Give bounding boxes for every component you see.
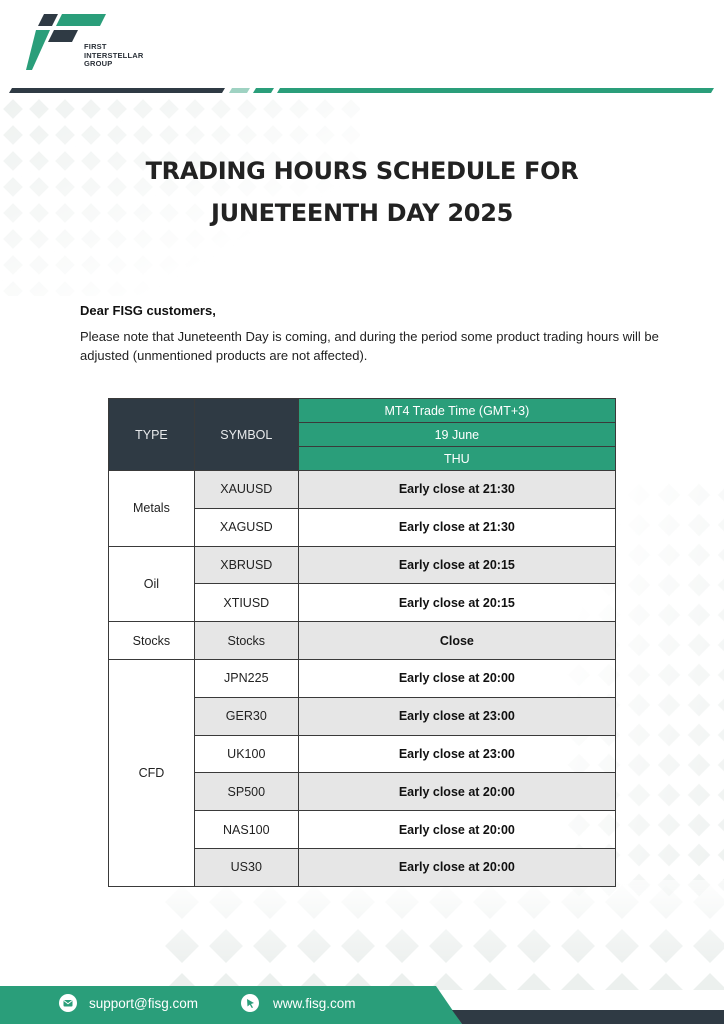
header-date: 19 June xyxy=(298,423,615,447)
header-day: THU xyxy=(298,447,615,471)
footer-email-link[interactable]: support@fisg.com xyxy=(89,996,198,1011)
symbol-cell: XBRUSD xyxy=(194,546,298,584)
header-divider-bar xyxy=(0,84,724,96)
type-cell: Oil xyxy=(109,546,195,622)
type-cell: Metals xyxy=(109,471,195,547)
time-cell: Early close at 20:00 xyxy=(298,659,615,697)
title-line-2: JUNETEENTH DAY 2025 xyxy=(211,199,513,227)
time-cell: Early close at 20:15 xyxy=(298,584,615,622)
greeting: Dear FISG customers, xyxy=(80,303,216,318)
header-type: TYPE xyxy=(109,399,195,471)
symbol-cell: GER30 xyxy=(194,697,298,735)
time-cell: Early close at 20:00 xyxy=(298,848,615,886)
symbol-cell: XAGUSD xyxy=(194,508,298,546)
type-cell: Stocks xyxy=(109,622,195,660)
symbol-cell: SP500 xyxy=(194,773,298,811)
trading-hours-table xyxy=(108,398,616,887)
type-cell: CFD xyxy=(109,659,195,886)
time-cell: Close xyxy=(298,622,615,660)
symbol-cell: NAS100 xyxy=(194,811,298,849)
title-line-1: TRADING HOURS SCHEDULE FOR xyxy=(145,157,579,185)
cursor-icon xyxy=(241,994,259,1012)
logo-text: FIRST INTERSTELLAR GROUP xyxy=(84,42,144,68)
table-row xyxy=(109,471,616,509)
header-symbol: SYMBOL xyxy=(194,399,298,471)
intro-paragraph: Please note that Juneteenth Day is coming, and during the period some product trading hours will be adjusted (unmentioned products are not affected). xyxy=(80,329,659,363)
time-cell: Early close at 21:30 xyxy=(298,471,615,509)
time-cell: Early close at 20:00 xyxy=(298,773,615,811)
time-cell: Early close at 23:00 xyxy=(298,735,615,773)
time-cell: Early close at 23:00 xyxy=(298,697,615,735)
symbol-cell: Stocks xyxy=(194,622,298,660)
table-row xyxy=(109,546,616,584)
symbol-cell: XAUUSD xyxy=(194,471,298,509)
symbol-cell: XTIUSD xyxy=(194,584,298,622)
time-cell: Early close at 21:30 xyxy=(298,508,615,546)
symbol-cell: US30 xyxy=(194,848,298,886)
header-time: MT4 Trade Time (GMT+3) xyxy=(298,399,615,423)
time-cell: Early close at 20:00 xyxy=(298,811,615,849)
time-cell: Early close at 20:15 xyxy=(298,546,615,584)
table-row xyxy=(109,622,616,660)
footer-website-link[interactable]: www.fisg.com xyxy=(273,996,356,1011)
mail-icon xyxy=(59,994,77,1012)
background-diamond-pattern-bottom xyxy=(160,880,724,990)
symbol-cell: JPN225 xyxy=(194,659,298,697)
page-title xyxy=(0,150,724,234)
table-row xyxy=(109,659,616,697)
symbol-cell: UK100 xyxy=(194,735,298,773)
